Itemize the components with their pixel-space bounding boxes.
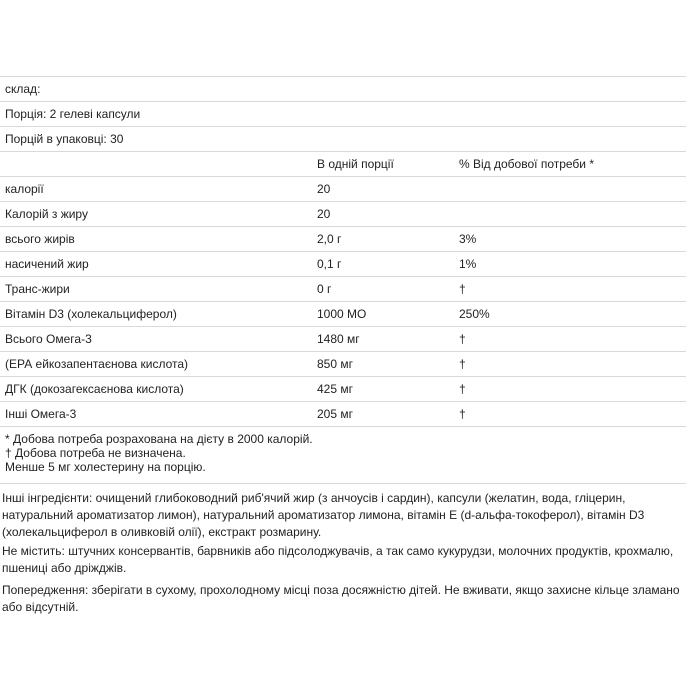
- free-of-text: Не містить: штучних консервантів, барвників або підсолоджувачів, а так само кукурудзи, молочних продуктів, крохмалю, пшениці або дріжджів.: [2, 544, 674, 575]
- daily-value-header: % Від добової потреби *: [459, 157, 595, 171]
- nutrient-row: [0, 327, 686, 352]
- nutrient-amount: 20: [317, 207, 331, 221]
- nutrient-amount: 205 мг: [317, 407, 353, 421]
- nutrient-daily-value: 250%: [459, 307, 490, 321]
- nutrient-amount: 850 мг: [317, 357, 353, 371]
- other-ingredients-text: Інші інгредієнти: очищений глибоководний риб'ячий жир (з анчоусів і сардин), капсули (желатин, вода, гліцерин, натуральний ароматизатор лимон), натуральний ароматизатор лимона, вітамін Е (d-альфа-токоферол), вітамін D3 (холекальциферол в оливковій олії), екстракт розмарину.: [2, 491, 645, 539]
- nutrient-name: (ЕРА ейкозапентаєнова кислота): [5, 357, 189, 371]
- composition-row: [0, 77, 686, 102]
- nutrient-row: [0, 352, 686, 377]
- nutrient-row: [0, 227, 686, 252]
- nutrient-daily-value: †: [459, 357, 466, 371]
- nutrient-name: всього жирів: [5, 232, 75, 246]
- nutrient-name: Всього Омега-3: [5, 332, 92, 346]
- nutrient-name: насичений жир: [5, 257, 89, 271]
- nutrient-row: [0, 177, 686, 202]
- nutrient-daily-value: †: [459, 282, 466, 296]
- nutrient-row: [0, 377, 686, 402]
- section-divider: [0, 483, 686, 484]
- nutrient-daily-value: †: [459, 332, 466, 346]
- nutrient-amount: 425 мг: [317, 382, 353, 396]
- nutrient-name: калорії: [5, 182, 44, 196]
- nutrient-name: Калорій з жиру: [5, 207, 88, 221]
- nutrition-facts-table: [0, 76, 686, 427]
- cholesterol-note: Менше 5 мг холестерину на порцію.: [5, 460, 206, 474]
- nutrient-name: ДГК (докозагексаєнова кислота): [5, 382, 184, 396]
- not-established-note: † Добова потреба не визначена.: [5, 446, 186, 460]
- nutrient-daily-value: †: [459, 382, 466, 396]
- nutrient-amount: 0 г: [317, 282, 332, 296]
- warning-text: Попередження: зберігати в сухому, прохолодному місці поза досяжністю дітей. Не вживати, якщо захисне кільце зламано або відсутній.: [2, 583, 680, 614]
- serving-size-row: [0, 102, 686, 127]
- nutrient-daily-value: †: [459, 407, 466, 421]
- nutrient-row: [0, 252, 686, 277]
- nutrient-name: Транс-жири: [5, 282, 70, 296]
- nutrient-rows: [0, 177, 686, 427]
- nutrient-daily-value: 1%: [459, 257, 477, 271]
- composition-label: склад:: [5, 82, 41, 96]
- nutrient-row: [0, 202, 686, 227]
- footnotes: [5, 432, 681, 474]
- nutrient-amount: 0,1 г: [317, 257, 342, 271]
- servings-per-container: Порцій в упаковці: 30: [5, 132, 124, 146]
- nutrient-name: Вітамін D3 (холекальциферол): [5, 307, 177, 321]
- servings-per-container-row: [0, 127, 686, 152]
- table-header-row: [0, 152, 686, 177]
- per-serving-header: В одній порції: [317, 157, 394, 171]
- nutrient-row: [0, 402, 686, 427]
- nutrient-row: [0, 302, 686, 327]
- nutrient-amount: 20: [317, 182, 331, 196]
- nutrient-name: Інші Омега-3: [5, 407, 77, 421]
- nutrient-daily-value: 3%: [459, 232, 477, 246]
- nutrient-amount: 1480 мг: [317, 332, 360, 346]
- nutrient-amount: 2,0 г: [317, 232, 342, 246]
- nutrient-row: [0, 277, 686, 302]
- daily-basis-note: * Добова потреба розрахована на дієту в 2000 калорій.: [5, 432, 313, 446]
- nutrient-amount: 1000 МО: [317, 307, 367, 321]
- serving-size: Порція: 2 гелеві капсули: [5, 107, 141, 121]
